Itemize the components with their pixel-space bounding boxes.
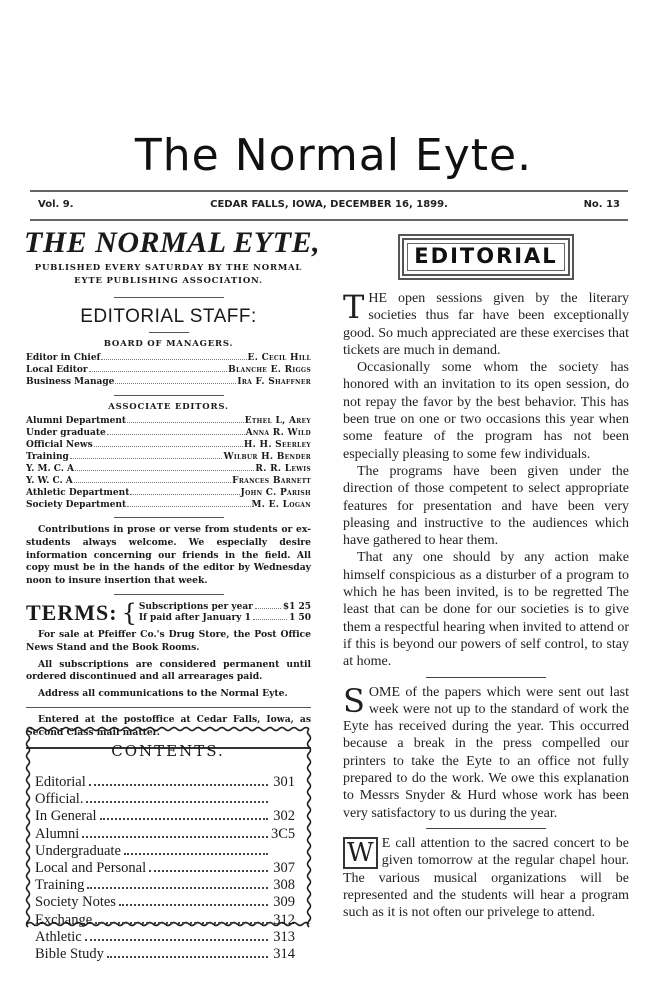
rate-label: If paid after January 1 xyxy=(138,612,251,623)
place-and-date: CEDAR FALLS, IOWA, DECEMBER 16, 1899. xyxy=(210,199,448,210)
roster-role: Under graduate xyxy=(26,428,106,438)
roster-role: Y. W. C. A xyxy=(26,476,73,486)
toc-page: 312 xyxy=(273,911,295,928)
roster-row xyxy=(26,451,311,463)
leader-dots xyxy=(124,853,268,855)
roster-row xyxy=(26,427,311,439)
table-of-contents xyxy=(35,774,295,963)
editorial-section-societies xyxy=(343,290,629,671)
brace-icon: { xyxy=(121,598,137,627)
toc-label: Society Notes xyxy=(35,894,116,911)
roster-row xyxy=(26,463,311,475)
rate-price: $1 25 xyxy=(282,602,311,613)
drop-cap: T xyxy=(343,288,365,326)
leader-dots xyxy=(82,836,268,838)
divider xyxy=(114,517,224,518)
publisher-line: PUBLISHED EVERY SATURDAY BY THE NORMAL EYTE PUBLISHING ASSOCIATION. xyxy=(34,263,303,286)
leader-dots xyxy=(127,422,244,423)
toc-page: 309 xyxy=(273,894,295,911)
rates-list xyxy=(139,602,311,623)
roster-name: H. H. Seerley xyxy=(243,440,311,450)
roster-role: Local Editor xyxy=(26,365,88,375)
roster-role: Official News xyxy=(26,440,93,450)
toc-page: 314 xyxy=(273,946,295,963)
subscriptions-notice: All subscriptions are considered permanent until ordered discontinued and all arrearages paid. xyxy=(26,658,311,683)
editorial-paragraph xyxy=(343,835,629,921)
leader-dots xyxy=(87,887,268,889)
toc-label: Local and Personal xyxy=(35,860,147,877)
toc-item[interactable] xyxy=(35,877,295,894)
toc-label: In General xyxy=(35,808,97,825)
section-divider xyxy=(426,677,546,678)
paragraph-text: E call attention to the sacred concert to be given tomorrow at the regular chapel hour. The various musical organizations will be represented and the students will hear a program such as it is not often our privelege to attend. xyxy=(343,835,629,921)
leader-dots xyxy=(74,482,231,483)
toc-page: 308 xyxy=(273,877,295,894)
roster-role: Society Department xyxy=(26,500,127,510)
leader-dots xyxy=(70,458,223,459)
masthead-bottom-rule xyxy=(30,219,628,221)
toc-label: Training xyxy=(35,877,85,894)
roster-name: Wilbur H. Bender xyxy=(223,452,311,462)
roster-role: Y. M. C. A xyxy=(26,464,75,474)
drop-cap: S xyxy=(343,681,365,720)
terms-label: TERMS: xyxy=(26,599,118,625)
roster-name: R. R. Lewis xyxy=(255,464,311,474)
roster-role: Editor in Chief xyxy=(26,353,101,363)
toc-label: Bible Study xyxy=(35,946,104,963)
editorial-staff-heading: EDITORIAL STAFF: xyxy=(80,306,257,327)
editorial-paragraph xyxy=(343,290,629,359)
toc-label: Official. xyxy=(35,791,84,808)
editorial-paragraph: The programs have been given under the direction of those competent to select appropriate features for presentation and have been very pleasing and instructive to the audiences which have gathered to hear them. xyxy=(343,463,629,549)
roster-row xyxy=(26,439,311,451)
rate-row xyxy=(139,602,311,613)
paper-title: THE NORMAL EYTE, xyxy=(24,226,321,259)
editorial-paragraph xyxy=(343,681,629,822)
toc-item[interactable] xyxy=(35,774,295,791)
toc-item[interactable] xyxy=(35,808,295,825)
roster-name: Frances Barnett xyxy=(232,476,311,486)
board-heading: BOARD OF MANAGERS. xyxy=(103,339,234,349)
leader-dots xyxy=(115,383,236,384)
roster-row xyxy=(26,499,311,511)
divider xyxy=(114,395,224,396)
rate-label: Subscriptions per year xyxy=(138,602,253,613)
leader-dots xyxy=(119,904,268,906)
toc-item[interactable] xyxy=(35,894,295,911)
paragraph-text: OME of the papers which were sent out last week were not up to the standard of work the Eyte has received during the year. This occurred because a break in the press compelled our printers to take the Eyte to an office not fully prepared to do the work. We owe this explanation to Messrs Snyder & Hurd whose work has been very satisfactory to us during the year. xyxy=(343,684,629,821)
for-sale-notice: For sale at Pfeiffer Co.'s Drug Store, the Post Office News Stand and the Book Rooms. xyxy=(26,628,311,653)
leader-dots xyxy=(89,784,268,786)
toc-item[interactable] xyxy=(35,912,295,929)
rate-price: 1 50 xyxy=(289,612,311,623)
leader-dots xyxy=(94,446,243,447)
toc-label: Alumni xyxy=(35,825,80,842)
toc-page: 301 xyxy=(273,774,295,790)
leader-dots xyxy=(100,818,268,820)
associate-roster xyxy=(26,415,311,511)
roster-name: E. Cecil Hill xyxy=(247,353,311,363)
contents-title: CONTENTS. xyxy=(111,742,225,760)
leader-dots xyxy=(149,870,268,872)
divider xyxy=(149,332,189,333)
roster-role: Business Manage xyxy=(26,377,115,387)
drop-cap: W xyxy=(343,837,378,869)
roster-name: Ira F. Shaffner xyxy=(237,377,311,387)
terms-block xyxy=(26,598,311,627)
leader-dots xyxy=(85,939,268,941)
toc-page: 313 xyxy=(273,928,295,945)
divider xyxy=(26,707,311,708)
postal-notice: Entered at the postoffice at Cedar Falls, Iowa, as Second Class mail matter. xyxy=(26,713,311,738)
toc-item[interactable] xyxy=(35,929,295,946)
rate-row xyxy=(139,613,311,624)
toc-item[interactable] xyxy=(35,791,295,808)
editorial-section-concert xyxy=(343,835,629,921)
toc-page: 307 xyxy=(273,860,295,877)
toc-label: Exchange xyxy=(35,911,93,928)
section-divider xyxy=(426,828,546,829)
roster-name: Ethel L, Arey xyxy=(244,416,311,426)
toc-label: Undergraduate xyxy=(35,842,121,859)
toc-item[interactable] xyxy=(35,946,295,963)
address-notice: Address all communications to the Normal Eyte. xyxy=(38,688,288,700)
roster-role: Athletic Department xyxy=(26,488,130,498)
leader-dots xyxy=(101,359,246,360)
roster-row xyxy=(26,364,311,376)
toc-item[interactable] xyxy=(35,843,295,860)
toc-page: 3C5 xyxy=(271,825,296,842)
leader-dots xyxy=(95,922,268,924)
roster-row xyxy=(26,352,311,364)
leader-dots xyxy=(127,506,250,507)
masthead-title: The Normal Eyte. xyxy=(134,130,533,181)
associate-editors-heading: ASSOCIATE EDITORS. xyxy=(108,402,229,412)
editorial-banner-label: EDITORIAL xyxy=(407,243,565,271)
roster-role: Training xyxy=(26,452,69,462)
leader-dots xyxy=(75,470,254,471)
left-column xyxy=(24,226,321,749)
editorial-paragraph: That any one should by any action make himself conspicious as a disturber of a program to which he has been invited, is to be regretted The least that can be done for our societies is to give them a respectful hearing when invited to attend or if this is beyond our powers of self control, to stay at home. xyxy=(343,550,629,670)
divider xyxy=(114,594,224,595)
editorial-paragraph: Occasionally some whom the society has honored with an invitation to its open session, do not repay the favor by the best behavior. This has been true on one or two occasions this year when some feature of the program has not been especially pleasing to some few individuals. xyxy=(343,360,629,462)
board-roster xyxy=(26,352,311,388)
leader-dots xyxy=(130,494,239,495)
paragraph-text: HE open sessions given by the literary societies thus far have been exceptionally good. So much appreciated are these exercises that tickets are much in demand. xyxy=(343,291,629,358)
roster-row xyxy=(26,415,311,427)
roster-role: Alumni Department xyxy=(26,416,127,426)
roster-row xyxy=(26,475,311,487)
roster-row xyxy=(26,487,311,499)
toc-item[interactable] xyxy=(35,826,295,843)
toc-page: 302 xyxy=(273,808,295,825)
volume-number: Vol. 9. xyxy=(38,199,74,210)
editorial-column xyxy=(343,232,629,921)
leader-dots xyxy=(89,371,227,372)
leader-dots xyxy=(107,434,245,435)
roster-name: Anna R. Wild xyxy=(245,428,311,438)
roster-name: M. E. Logan xyxy=(251,500,311,510)
leader-dots xyxy=(255,608,281,609)
toc-label: Athletic xyxy=(35,928,82,945)
roster-name: Blanche E. Riggs xyxy=(228,365,311,375)
leader-dots xyxy=(253,619,287,620)
contents-box xyxy=(26,727,310,963)
roster-name: John C. Parish xyxy=(240,488,311,498)
toc-label: Editorial xyxy=(35,774,86,790)
contributions-notice: Contributions in prose or verse from students or ex-students always welcome. We especially desire information concerning our friends in the field. All copy must be in the hands of the editor by Wednesday noon to insure insertion that week. xyxy=(26,524,311,587)
divider xyxy=(114,297,224,298)
editorial-banner xyxy=(398,234,574,280)
roster-row xyxy=(26,376,311,388)
leader-dots xyxy=(107,956,268,958)
masthead-top-rule xyxy=(30,190,628,192)
toc-item[interactable] xyxy=(35,860,295,877)
leader-dots xyxy=(86,801,268,803)
editorial-section-printing xyxy=(343,681,629,822)
issue-number: No. 13 xyxy=(583,199,620,210)
